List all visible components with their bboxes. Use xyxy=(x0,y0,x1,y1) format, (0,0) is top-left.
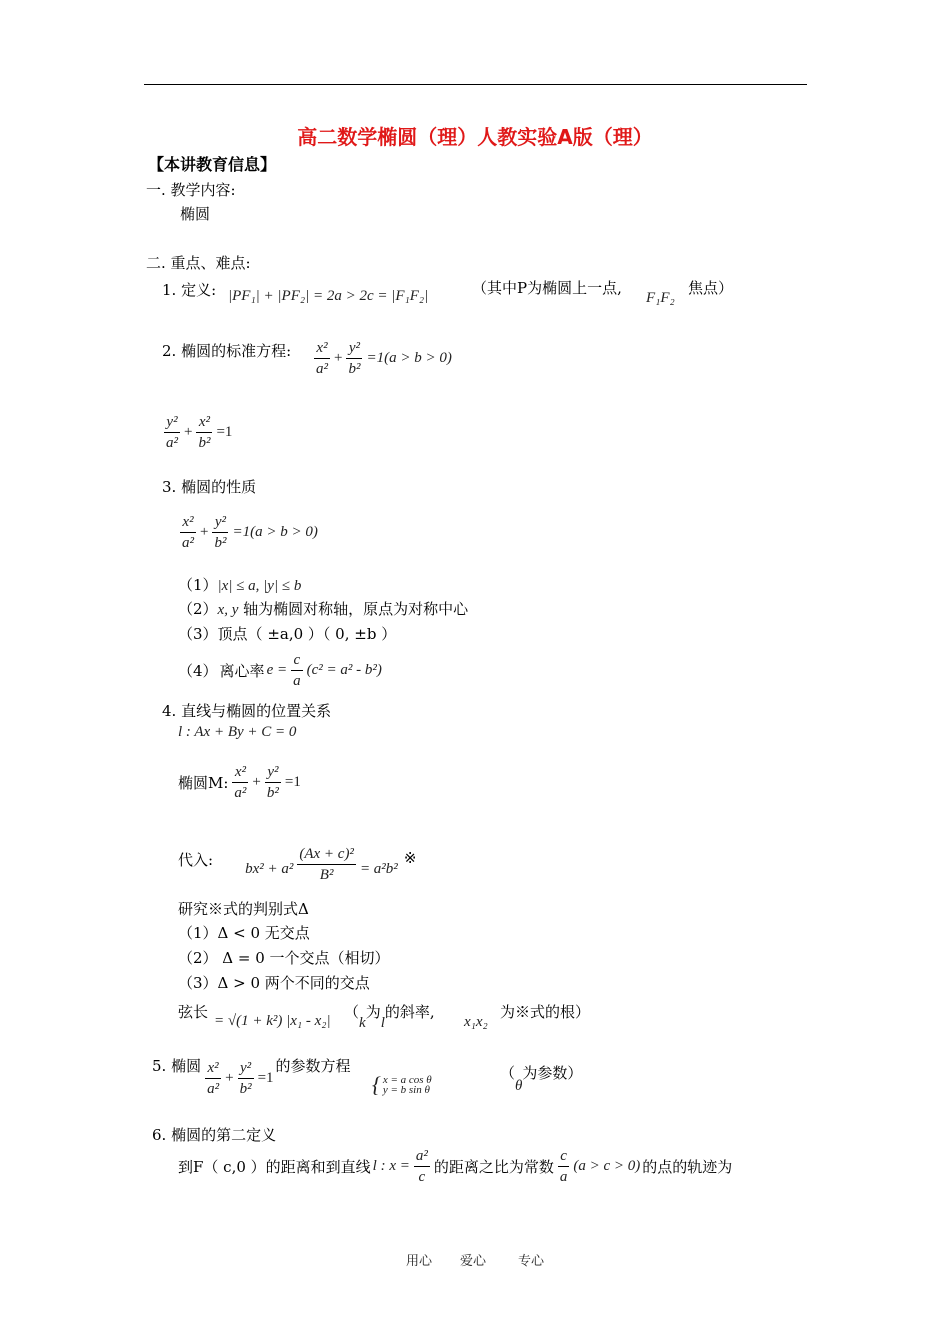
item3-condition: =1(a > b > 0) xyxy=(232,524,318,540)
part1-content: 椭圆 xyxy=(180,205,211,223)
item3-label: 3. 椭圆的性质 xyxy=(162,478,257,496)
item1-note-a: （其中P为椭圆上一点, xyxy=(472,279,622,297)
item5-note: （θ为参数） xyxy=(500,1064,583,1094)
footer-yongxin: 用心 xyxy=(406,1254,433,1269)
item2-label: 2. 椭圆的标准方程: xyxy=(162,342,292,360)
part2-label: 二. 重点、难点: xyxy=(146,254,251,272)
case-3: （3）Δ > 0 两个不同的交点 xyxy=(178,974,370,992)
section-header: 【本讲教育信息】 xyxy=(148,155,277,174)
footer-aixin: 爱心 xyxy=(460,1254,487,1269)
page-title: 高二数学椭圆（理）人教实验A版（理） xyxy=(297,125,653,149)
chord-note-end: 为※式的根） xyxy=(500,1003,591,1021)
line-equation: l : Ax + By + C = 0 xyxy=(178,724,297,740)
item6-label: 6. 椭圆的第二定义 xyxy=(152,1126,277,1144)
property-3: （3）顶点（ ±a,0 ）（ 0, ±b ） xyxy=(178,625,397,643)
standard-equation: $\frac{\text{x²}}{\text{a²}}$ + $\frac{\text{y²}}{\text{b²}}$ =1(a > b > 0) xyxy=(316,340,452,377)
second-definition: 到F（ c,0 ）的距离和到直线 l : x = $\frac{\text{a²}}{c}$ 的距离之比为常数 $\frac{c}{a}$ (a > c > 0) 的点的轨迹为 xyxy=(178,1148,733,1185)
item4-label: 4. 直线与椭圆的位置关系 xyxy=(162,702,332,720)
property-equation: $\frac{\text{x²}}{\text{a²}}$ + $\frac{\text{y²}}{\text{b²}}$ =1(a > b > 0) xyxy=(182,514,318,551)
parametric-system: { x = a cos θ y = b sin θ xyxy=(372,1072,432,1097)
definition-formula: |PF₁| + |PF₂| = 2a > 2c = |F₁F₂| xyxy=(228,288,429,304)
item1-focus: F₁F₂ xyxy=(646,290,675,306)
property-2: （2）x, y 轴为椭圆对称轴，原点为对称中心 xyxy=(178,600,469,618)
standard-equation-vertical: $\frac{\text{y²}}{\text{a²}}$ + $\frac{\text{x²}}{\text{b²}}$ =1 xyxy=(166,414,233,451)
chord-length-label: 弦长 xyxy=(178,1003,209,1021)
header-rule xyxy=(144,84,807,85)
item1-note-b: 焦点） xyxy=(688,279,734,297)
chord-note: （k为l的斜率, xyxy=(344,1003,435,1031)
part1-label: 一. 教学内容: xyxy=(146,181,236,199)
chord-length-formula: = √(1 + k²) |x₁ - x₂| xyxy=(214,1013,331,1029)
item5-parametric: 5. 椭圆 $\frac{\text{x²}}{\text{a²}}$ + $\frac{\text{y²}}{\text{b²}}$ =1 的参数方程 xyxy=(152,1057,351,1097)
item2-condition: =1(a > b > 0) xyxy=(366,350,452,366)
discriminant-label: 研究※式的判别式Δ xyxy=(178,900,309,918)
item2-eq-tail: =1 xyxy=(216,424,233,440)
footer-zhuanxin: 专心 xyxy=(518,1254,545,1269)
ellipse-m-equation: 椭圆M: $\frac{\text{x²}}{\text{a²}}$ + $\frac{\text{y²}}{\text{b²}}$ =1 xyxy=(178,764,301,801)
case-2: （2） Δ = 0 一个交点（相切） xyxy=(178,949,390,967)
item1-label: 1. 定义: xyxy=(162,281,217,299)
property-1: （1）|x| ≤ a, |y| ≤ b xyxy=(178,576,302,594)
chord-roots: x₁x₂ xyxy=(464,1014,488,1030)
property-4: （4） 离心率 e = $\frac{c}{a}$ (c² = a² - b²) xyxy=(178,652,382,689)
case-1: （1）Δ < 0 无交点 xyxy=(178,924,310,942)
substitution-equation: 代入: bx² + a² $\frac{\text{(Ax + c)²}}{\text{B²}}$ = a²b² ※ xyxy=(178,846,417,883)
